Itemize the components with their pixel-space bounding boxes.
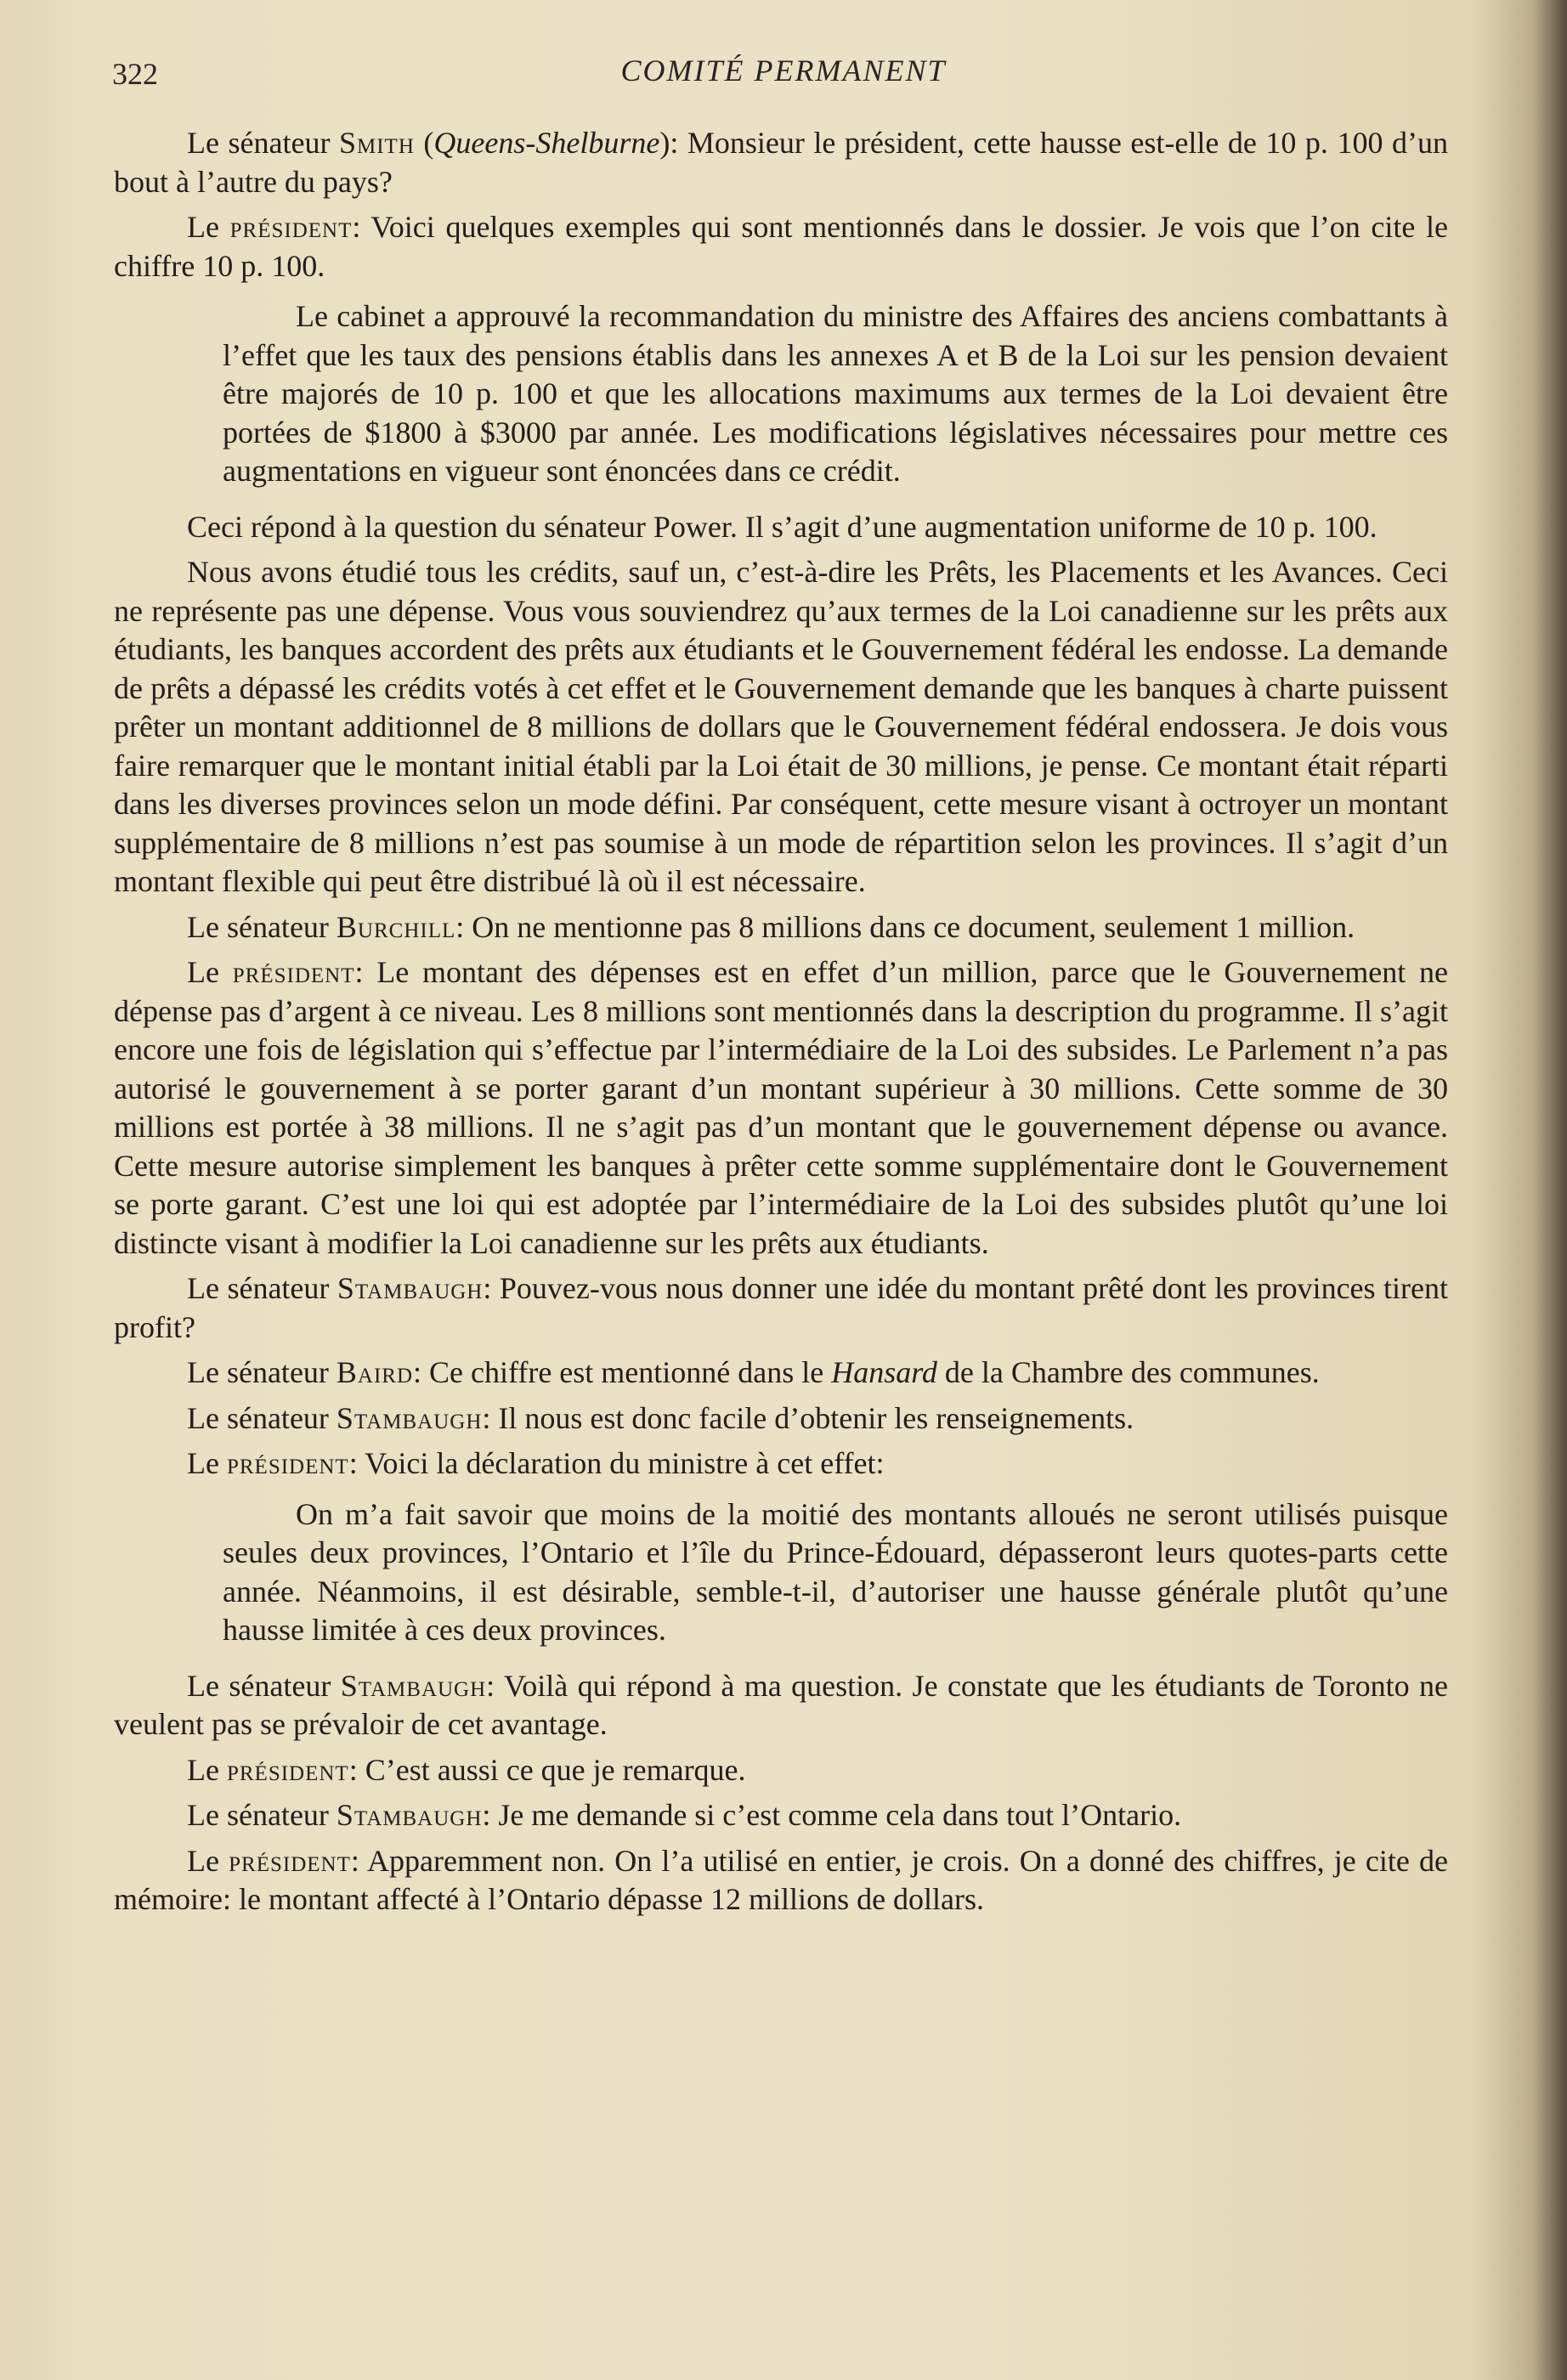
speaker-prefix: Le sénateur	[187, 126, 339, 160]
speaker-name: président	[226, 1752, 349, 1787]
speaker-prefix: Le sénateur	[187, 1271, 337, 1305]
speaker-prefix: Le sénateur	[187, 1355, 337, 1389]
block-quote-minister: On m’a fait savoir que moins de la moitié des montants alloués ne seront utilisés puisque seules deux provinces, l’Ontario et l’île du Prince-Édouard, dépasseront leurs quotes-parts cette année. Néanmoins, il est désirable, semble-t-il, d’autoriser une hausse générale plutôt qu’une hausse limitée à ces deux provinces.	[223, 1496, 1448, 1647]
speaker-prefix: Le sénateur	[187, 1668, 341, 1703]
speech-text: Ce chiffre est mentionné dans le	[429, 1355, 832, 1389]
speaker-prefix: Le sénateur	[187, 1798, 337, 1832]
speech-text: Voilà qui répond à ma question. Je constate que les étudiants de Toronto ne veulent pas se prévaloir de cet avantage.	[114, 1668, 1448, 1741]
running-head: COMITÉ PERMANENT	[620, 54, 947, 88]
speaker-colon: :	[455, 909, 472, 944]
speaker-name: président	[229, 210, 353, 244]
speech-text: Apparemment non. On l’a utilisé en entier, je crois. On a donné des chiffres, je cite de mémoire: le montant affecté à l’Ontario dépasse 12 millions de dollars.	[114, 1843, 1448, 1916]
paragraph-president-expenses	[114, 953, 1448, 1263]
paragraph-stambaugh-info	[114, 1399, 1448, 1439]
speaker-prefix: Le	[187, 1752, 227, 1787]
speech-text: Le montant des dépenses est en effet d’un million, parce que le Gouvernement ne dépense pas d’argent à ce niveau. Les 8 millions sont mentionnés dans la description du programme. Il s’agit encore une fois de législation qui s’effectue par l’intermédiaire de la Loi des subsides. Le Parlement n’a pas autorisé le gouvernement à se porter garant d’un montant supérieur à 30 millions. Cette somme de 30 millions est portée à 38 millions. Il ne s’agit pas d’un montant que le gouvernement dépense ou avance. Cette mesure autorise simplement les banques à prêter cette somme supplémentaire dont le Gouvernement se porte garant. C’est une loi qui est adoptée par l’intermédiaire de la Loi des subsides plutôt qu’une loi distincte visant à modifier la Loi canadienne sur les prêts aux étudiants.	[114, 955, 1449, 1260]
speech-text: de la Chambre des communes.	[936, 1355, 1320, 1389]
speaker-name: président	[232, 955, 355, 989]
paragraph-president-declaration	[114, 1444, 1448, 1484]
hansard-title: Hansard	[831, 1355, 937, 1389]
speaker-name: Smith	[338, 126, 415, 160]
speech-text: C’est aussi ce que je remarque.	[365, 1752, 746, 1787]
speaker-colon: :	[348, 1446, 365, 1480]
speech-text: Voici quelques exemples qui sont mentionnés dans le dossier. Je vois que l’on cite le chiffre 10 p. 100.	[114, 210, 1449, 283]
speech-text: Pouvez-vous nous donner une idée du montant prêté dont les provinces tirent profit?	[114, 1271, 1448, 1344]
paragraph-stambaugh-question	[114, 1269, 1448, 1347]
paragraph-stambaugh-ontario	[114, 1796, 1448, 1835]
speaker-name: Stambaugh	[336, 1798, 483, 1832]
speaker-name: Stambaugh	[340, 1668, 487, 1703]
paragraph-baird	[114, 1354, 1448, 1393]
page-edge-shadow	[1531, 0, 1567, 2380]
speaker-prefix: Le	[187, 955, 233, 989]
speaker-prefix: Le	[187, 210, 230, 244]
block-quote-cabinet: Le cabinet a approuvé la recommandation du ministre des Affaires des anciens combattants à l’effet que les taux des pensions établis dans les annexes A et B de la Loi sur les pension devaient être majorés de 10 p. 100 et que les allocations maximums aux termes de la Loi devaient être portées de $1800 à $3000 par année. Les modifications législatives nécessaires pour mettre ces augmentations en vigueur sont énoncées dans ce crédit.	[223, 299, 1448, 488]
paragraph-power-answer: Ceci répond à la question du sénateur Power. Il s’agit d’une augmentation uniforme de 10 p. 100.	[187, 509, 1377, 544]
paragraph-smith-question	[114, 124, 1448, 201]
paragraph-president-final	[114, 1842, 1448, 1919]
speech-text: Je me demande si c’est comme cela dans tout l’Ontario.	[498, 1798, 1182, 1832]
speaker-colon: :	[413, 1355, 430, 1389]
speaker-colon: :	[483, 1271, 500, 1305]
paragraph-president-remark	[114, 1751, 1448, 1790]
speaker-prefix: Le sénateur	[187, 909, 337, 944]
speaker-name: Stambaugh	[336, 1400, 483, 1435]
speaker-colon: :	[482, 1798, 499, 1832]
speaker-colon: :	[352, 210, 371, 244]
paragraph-stambaugh-toronto	[114, 1667, 1448, 1744]
speaker-colon: :	[486, 1668, 504, 1703]
speech-text: Monsieur le président, cette hausse est-elle de 10 p. 100 d’un bout à l’autre du pays?	[114, 126, 1448, 199]
speech-text: Voici la déclaration du ministre à cet effet:	[365, 1446, 885, 1480]
speaker-prefix: Le	[187, 1446, 227, 1480]
speaker-riding: Queens-Shelburne	[433, 126, 660, 160]
page-number: 322	[112, 57, 158, 91]
speaker-name: président	[226, 1446, 349, 1480]
speech-text: On ne mentionne pas 8 millions dans ce document, seulement 1 million.	[472, 909, 1355, 944]
paragraph-student-loans: Nous avons étudié tous les crédits, sauf un, c’est-à-dire les Prêts, les Placements et les Avances. Ceci ne représente pas une dépense. Vous vous souviendrez qu’aux termes de la Loi canadienne sur les prêts aux étudiants, les banques accordent des prêts aux étudiants et le Gouvernement fédéral les endosse. La demande de prêts a dépassé les crédits votés à cet effet et le Gouvernement demande que les banques à charte puissent prêter un montant additionnel de 8 millions de dollars que le Gouvernement fédéral endossera. Je dois vous faire remarquer que le montant initial établi par la Loi était de 30 millions, je pense. Ce montant était réparti dans les diverses provinces selon un mode défini. Par conséquent, cette mesure visant à octroyer un montant supplémentaire de 8 millions n’est pas soumise à un mode de répartition selon les provinces. Il s’agit d’un montant flexible qui peut être distribué là où il est nécessaire.	[114, 555, 1448, 898]
speaker-colon: :	[350, 1843, 368, 1878]
speaker-colon: :	[482, 1400, 499, 1435]
speaker-prefix: Le sénateur	[187, 1400, 337, 1435]
paren-close: ):	[659, 126, 687, 160]
paragraph-burchill	[114, 908, 1448, 947]
speaker-name: Stambaugh	[337, 1271, 484, 1305]
transcript-body	[114, 124, 1448, 1926]
speaker-name: Baird	[336, 1355, 414, 1389]
paren-open: (	[414, 126, 434, 160]
speaker-prefix: Le	[187, 1843, 229, 1878]
speaker-colon: :	[354, 955, 377, 989]
speaker-colon: :	[348, 1752, 365, 1787]
page-header	[112, 53, 1455, 95]
speaker-name: président	[229, 1843, 351, 1878]
paragraph-president-reply	[114, 208, 1448, 285]
speaker-name: Burchill	[336, 909, 456, 944]
speech-text: Il nous est donc facile d’obtenir les renseignements.	[498, 1400, 1134, 1435]
